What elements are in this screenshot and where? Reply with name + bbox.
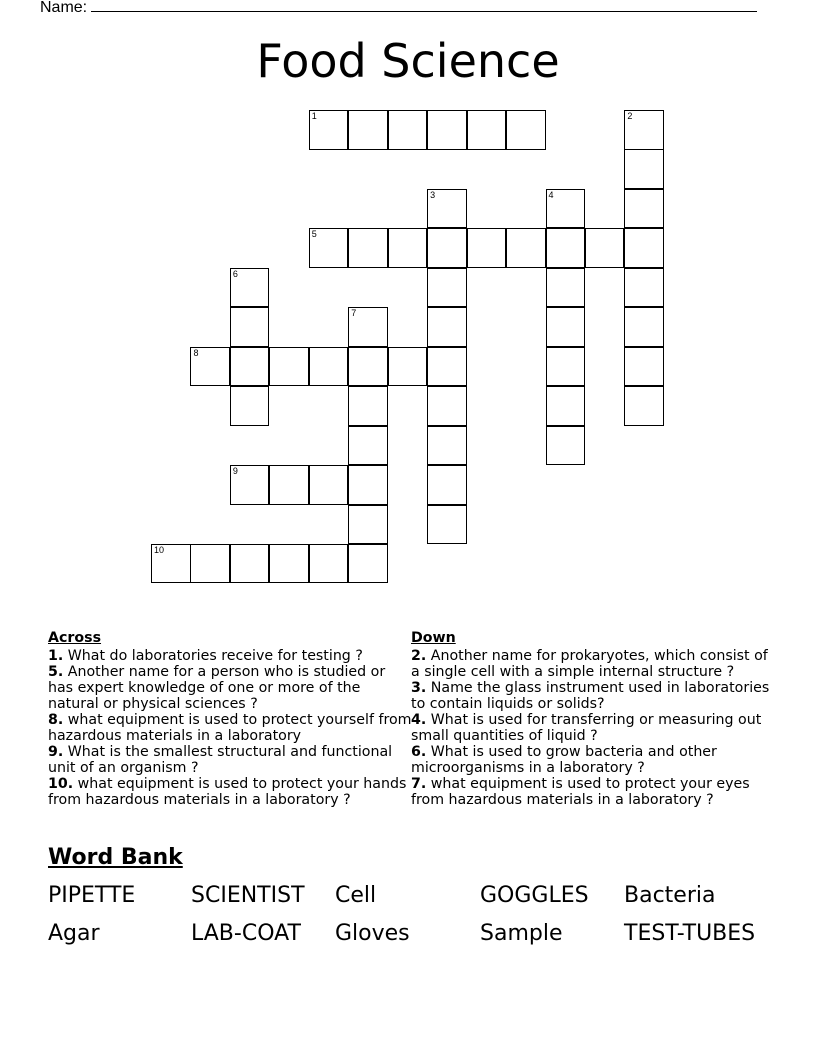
crossword-cell[interactable] bbox=[427, 307, 467, 347]
word-bank-item: GOGGLES bbox=[480, 883, 589, 908]
across-heading: Across bbox=[48, 630, 102, 646]
clue-number: 2 bbox=[627, 111, 633, 121]
crossword-cell[interactable] bbox=[585, 228, 625, 268]
crossword-cell[interactable] bbox=[269, 465, 309, 505]
across-clue bbox=[48, 664, 413, 712]
crossword-cell[interactable] bbox=[269, 347, 309, 387]
crossword-cell[interactable] bbox=[151, 544, 191, 584]
crossword-cell[interactable] bbox=[190, 347, 230, 387]
name-field[interactable] bbox=[40, 0, 757, 17]
crossword-cell[interactable] bbox=[427, 110, 467, 150]
crossword-cell[interactable] bbox=[624, 386, 664, 426]
crossword-cell[interactable] bbox=[269, 544, 309, 584]
crossword-cell[interactable] bbox=[427, 268, 467, 308]
crossword-cell[interactable] bbox=[546, 189, 586, 229]
crossword-cell[interactable] bbox=[427, 386, 467, 426]
crossword-cell[interactable] bbox=[546, 228, 586, 268]
clue-number: 4 bbox=[548, 189, 554, 200]
down-clue bbox=[411, 776, 771, 808]
crossword-cell[interactable] bbox=[388, 347, 428, 387]
crossword-cell[interactable] bbox=[348, 307, 388, 347]
word-bank-item: Agar bbox=[48, 921, 100, 946]
clue-text: What do laboratories receive for testing ? bbox=[63, 648, 363, 664]
clue-text: Another name for prokaryotes, which consist of a single cell with a simple internal structure ? bbox=[411, 648, 768, 680]
clue-text: What is used to grow bacteria and other microorganisms in a laboratory ? bbox=[411, 744, 717, 776]
word-bank-item: Gloves bbox=[335, 921, 410, 946]
across-clue bbox=[48, 744, 413, 776]
clue-number: 10. bbox=[48, 776, 74, 792]
word-bank-item: LAB-COAT bbox=[191, 921, 301, 946]
crossword-cell[interactable] bbox=[388, 110, 428, 150]
crossword-cell[interactable] bbox=[427, 505, 467, 545]
crossword-cell[interactable] bbox=[624, 307, 664, 347]
crossword-cell[interactable] bbox=[467, 110, 507, 150]
word-bank-item: Sample bbox=[480, 921, 563, 946]
clue-number: 3. bbox=[411, 680, 427, 696]
word-bank-item: SCIENTIST bbox=[191, 883, 305, 908]
clue-number: 6 bbox=[232, 268, 238, 279]
crossword-cell[interactable] bbox=[230, 465, 270, 505]
crossword-cell[interactable] bbox=[230, 268, 270, 308]
crossword-cell[interactable] bbox=[427, 228, 467, 268]
clue-text: Another name for a person who is studied or has expert knowledge of one or more of the natural or physical sciences ? bbox=[48, 664, 386, 712]
crossword-cell[interactable] bbox=[348, 426, 388, 466]
crossword-cell[interactable] bbox=[348, 228, 388, 268]
crossword-cell[interactable] bbox=[309, 228, 349, 268]
down-clue bbox=[411, 648, 771, 680]
clue-number: 7. bbox=[411, 776, 427, 792]
crossword-cell[interactable] bbox=[309, 347, 349, 387]
crossword-cell[interactable] bbox=[624, 110, 664, 150]
down-clues bbox=[411, 630, 771, 808]
clue-number: 10 bbox=[154, 544, 165, 555]
crossword-cell[interactable] bbox=[309, 465, 349, 505]
clue-text: what equipment is used to protect yourself from hazardous materials in a laboratory bbox=[48, 712, 412, 744]
crossword-cell[interactable] bbox=[230, 544, 270, 584]
crossword-cell[interactable] bbox=[546, 347, 586, 387]
name-underline bbox=[91, 0, 757, 12]
crossword-cell[interactable] bbox=[230, 347, 270, 387]
crossword-cell[interactable] bbox=[546, 307, 586, 347]
crossword-cell[interactable] bbox=[309, 110, 349, 150]
clue-number: 8 bbox=[193, 347, 199, 358]
across-clues bbox=[48, 630, 413, 808]
crossword-cell[interactable] bbox=[546, 268, 586, 308]
clue-number: 8. bbox=[48, 712, 64, 728]
clue-number: 9 bbox=[232, 466, 238, 477]
crossword-cell[interactable] bbox=[427, 347, 467, 387]
clue-number: 5 bbox=[311, 229, 317, 240]
clue-text: What is the smallest structural and functional unit of an organism ? bbox=[48, 744, 393, 776]
word-bank-item: TEST-TUBES bbox=[624, 921, 756, 946]
crossword-cell[interactable] bbox=[190, 544, 230, 584]
down-clue bbox=[411, 744, 771, 776]
clue-number: 1. bbox=[48, 648, 64, 664]
crossword-cell[interactable] bbox=[546, 426, 586, 466]
clue-text: Name the glass instrument used in laboratories to contain liquids or solids? bbox=[411, 680, 770, 712]
crossword-cell[interactable] bbox=[427, 465, 467, 505]
clue-number: 1 bbox=[311, 111, 317, 121]
crossword-cell[interactable] bbox=[624, 149, 664, 189]
clue-number: 5. bbox=[48, 664, 64, 680]
crossword-cell[interactable] bbox=[309, 544, 349, 584]
down-heading: Down bbox=[411, 630, 456, 646]
crossword-cell[interactable] bbox=[348, 505, 388, 545]
crossword-cell[interactable] bbox=[546, 386, 586, 426]
crossword-cell[interactable] bbox=[230, 307, 270, 347]
page-title: Food Science bbox=[256, 34, 560, 88]
word-bank-item: PIPETTE bbox=[48, 883, 136, 908]
crossword-cell[interactable] bbox=[348, 386, 388, 426]
across-clue bbox=[48, 776, 413, 808]
clue-text: what equipment is used to protect your eyes from hazardous materials in a laboratory ? bbox=[411, 776, 750, 808]
crossword-cell[interactable] bbox=[348, 110, 388, 150]
across-clue bbox=[48, 712, 413, 744]
clue-text: what equipment is used to protect your hands from hazardous materials in a laboratory ? bbox=[48, 776, 407, 808]
down-clue bbox=[411, 680, 771, 712]
word-bank-item: Bacteria bbox=[624, 883, 716, 908]
crossword-cell[interactable] bbox=[624, 347, 664, 387]
crossword-cell[interactable] bbox=[348, 544, 388, 584]
down-clue bbox=[411, 712, 771, 744]
clue-text: What is used for transferring or measuring out small quantities of liquid ? bbox=[411, 712, 762, 744]
crossword-cell[interactable] bbox=[467, 228, 507, 268]
crossword-cell[interactable] bbox=[624, 189, 664, 229]
crossword-cell[interactable] bbox=[348, 465, 388, 505]
clue-number: 2. bbox=[411, 648, 427, 664]
word-bank-heading: Word Bank bbox=[48, 845, 183, 870]
crossword-cell[interactable] bbox=[388, 228, 428, 268]
clue-number: 3 bbox=[430, 189, 436, 200]
crossword-cell[interactable] bbox=[348, 347, 388, 387]
word-bank-item: Cell bbox=[335, 883, 377, 908]
crossword-cell[interactable] bbox=[427, 189, 467, 229]
crossword-cell[interactable] bbox=[506, 228, 546, 268]
crossword-cell[interactable] bbox=[230, 386, 270, 426]
clue-number: 4. bbox=[411, 712, 427, 728]
crossword-cell[interactable] bbox=[624, 268, 664, 308]
clue-number: 6. bbox=[411, 744, 427, 760]
name-label: Name: bbox=[40, 0, 88, 16]
clue-number: 9. bbox=[48, 744, 64, 760]
crossword-cell[interactable] bbox=[624, 228, 664, 268]
crossword-cell[interactable] bbox=[506, 110, 546, 150]
crossword-cell[interactable] bbox=[427, 426, 467, 466]
across-clue bbox=[48, 648, 413, 664]
clue-number: 7 bbox=[351, 308, 357, 319]
